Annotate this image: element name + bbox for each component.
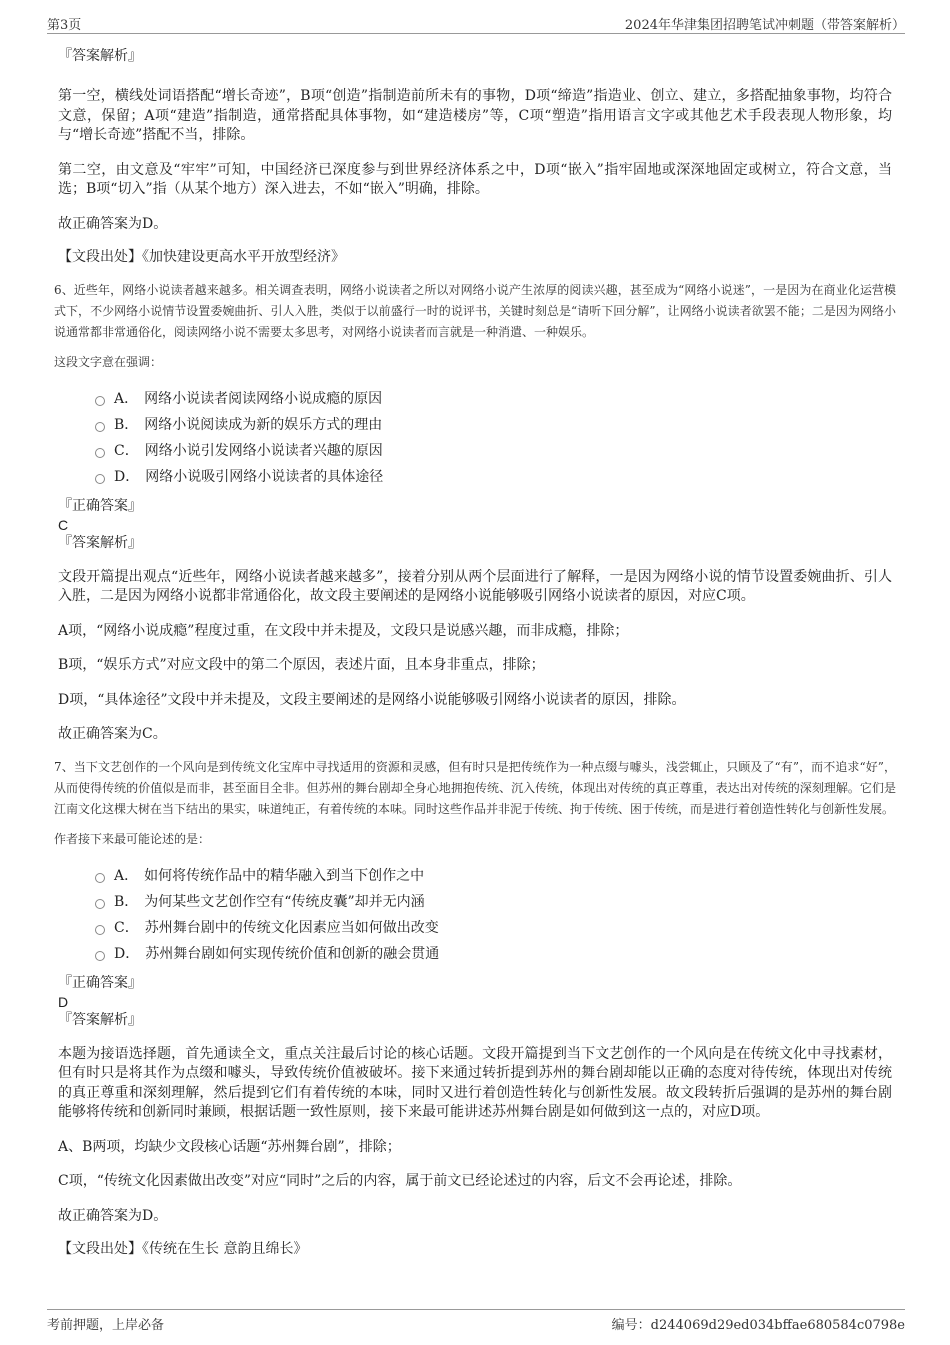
footer-slogan: 考前押题，上岸必备 [47,1318,165,1333]
page-content [48,36,900,1260]
q7-analysis-label: 『答案解析』 [58,1011,142,1028]
header-divider [47,33,905,34]
radio-icon[interactable] [95,899,105,909]
q7-analysis-p2: A、B两项，均缺少文段核心话题“苏州舞台剧”，排除； [58,1138,401,1155]
q6-analysis-p4: D项，“具体途径”文段中并未提及，文段主要阐述的是网络小说能够吸引网络小说读者的原因，排除。 [58,691,686,708]
page-header [47,14,905,34]
q7-correct-label: 『正确答案』 [58,974,142,991]
q7-option-c[interactable]: C． 苏州舞台剧中的传统文化因素应当如何做出改变 [48,914,900,940]
q7-analysis-p1: 本题为接语选择题，首先通读全文，重点关注最后讨论的核心话题。文段开篇提到当下文艺创作的一个风向是在传统文化中寻找素材，但有时只是将其作为点缀和噱头，导致传统价值被破坏。接下来通过转折提到苏州的舞台剧却能以正确的态度对待传统，体现出对传统的真正尊重和深刻理解，然后提到它们有着传统的本味，同时又进行着创造性转化与创新性发展。故文段转折后强调的是苏州的舞台剧能够将传统和创新同时兼顾，根据话题一致性原则，接下来最可能讲述苏州舞台剧是如何做到这一点的，对应D项。 [58,1045,892,1120]
q7-option-b[interactable]: B． 为何某些文艺创作空有“传统皮囊”却并无内涵 [48,888,900,914]
radio-icon[interactable] [95,474,105,484]
radio-icon[interactable] [95,873,105,883]
q6-options [48,385,900,489]
q6-option-b[interactable]: B． 网络小说阅读成为新的娱乐方式的理由 [48,411,900,437]
q6-analysis-p3: B项，“娱乐方式”对应文段中的第二个原因，表述片面，且本身非重点，排除； [58,657,545,673]
radio-icon[interactable] [95,951,105,961]
page-footer [47,1314,905,1334]
q5-conclusion: 故正确答案为D。 [58,215,168,232]
q6-analysis-p1: 文段开篇提出观点“近些年，网络小说读者越来越多”，接着分别从两个层面进行了解释，一是因为网络小说的情节设置委婉曲折、引人入胜，二是因为网络小说都非常通俗化，故文段主要阐述的是网络小说能够吸引网络小说读者的原因，对应C项。 [58,568,892,604]
q6-analysis-label: 『答案解析』 [58,534,142,551]
q6-question: 这段文字意在强调： [54,354,163,369]
q6-analysis-p2: A项，“网络小说成瘾”程度过重，在文段中并未提及，文段只是说感兴趣，而非成瘾，排除； [58,622,629,639]
q5-source: 【文段出处】《加快建设更高水平开放型经济》 [58,249,345,265]
q6-correct-answer: C [58,516,69,533]
radio-icon[interactable] [95,925,105,935]
q7-stem: 7、当下文艺创作的一个风向是到传统文化宝库中寻找适用的资源和灵感，但有时只是把传统作为一种点缀与噱头，浅尝辄止，只顾及了“有”，而不追求“好”，从而使得传统的价值似是而非，甚至面目全非。但苏州的舞台剧却全身心地拥抱传统、沉入传统，体现出对传统的真正尊重，表达出对传统的深刻理解。它们是江南文化这棵大树在当下结出的果实，味道纯正，有着传统的本味。同时这些作品并非泥于传统、拘于传统、困于传统，而是进行着创造性转化与创新性发展。 [54,759,896,816]
q5-analysis-p2: 第二空，由文意及“牢牢”可知，中国经济已深度参与到世界经济体系之中，D项“嵌入”指牢固地或深深地固定或树立，符合文意，当选；B项“切入”指（从某个地方）深入进去，不如“嵌入”明确，排除。 [58,161,892,197]
page-number: 第3页 [47,18,82,33]
q6-option-c[interactable]: C． 网络小说引发网络小说读者兴趣的原因 [48,437,900,463]
q6-option-d[interactable]: D． 网络小说吸引网络小说读者的具体途径 [48,463,900,489]
q6-correct-label: 『正确答案』 [58,497,142,514]
document-id: 编号：d244069d29ed034bffae680584c0798e [611,1318,905,1333]
q7-options [48,862,900,966]
radio-icon[interactable] [95,448,105,458]
q7-conclusion: 故正确答案为D。 [58,1207,168,1224]
q7-correct-answer: D [58,993,69,1010]
radio-icon[interactable] [95,396,105,406]
radio-icon[interactable] [95,422,105,432]
q7-question: 作者接下来最可能论述的是： [54,831,211,846]
q7-analysis-p3: C项，“传统文化因素做出改变”对应“同时”之后的内容，属于前文已经论述过的内容，后文不会再论述，排除。 [58,1173,742,1189]
q6-stem: 6、近些年，网络小说读者越来越多。相关调查表明，网络小说读者之所以对网络小说产生浓厚的阅读兴趣，甚至成为“网络小说迷”，一是因为在商业化运营模式下，不少网络小说情节设置委婉曲折、引人入胜，类似于以前盛行一时的说评书，关键时刻总是“请听下回分解”，让网络小说读者欲罢不能；二是因为网络小说通常都非常通俗化，阅读网络小说不需要太多思考，对网络小说读者而言就是一种消遣、一种娱乐。 [54,282,896,339]
q7-option-a[interactable]: A． 如何将传统作品中的精华融入到当下创作之中 [48,862,900,888]
q5-analysis-p1: 第一空，横线处词语搭配“增长奇迹”，B项“创造”指制造前所未有的事物，D项“缔造”指造业、创立、建立，多搭配抽象事物，均符合文意，保留；A项“建造”指制造，通常搭配具体事物，如“建造楼房”等，C项“塑造”指用语言文字或其他艺术手段表现人物形象，均与“增长奇迹”搭配不当，排除。 [58,88,892,143]
q5-analysis-label: 『答案解析』 [58,48,142,64]
q6-option-a[interactable]: A． 网络小说读者阅读网络小说成瘾的原因 [48,385,900,411]
q7-option-d[interactable]: D． 苏州舞台剧如何实现传统价值和创新的融会贯通 [48,940,900,966]
q6-conclusion: 故正确答案为C。 [58,726,167,742]
q7-source: 【文段出处】《传统在生长 意韵且绵长》 [58,1241,308,1257]
footer-divider [47,1309,905,1310]
document-title: 2024年华津集团招聘笔试冲刺题（带答案解析） [624,18,905,33]
